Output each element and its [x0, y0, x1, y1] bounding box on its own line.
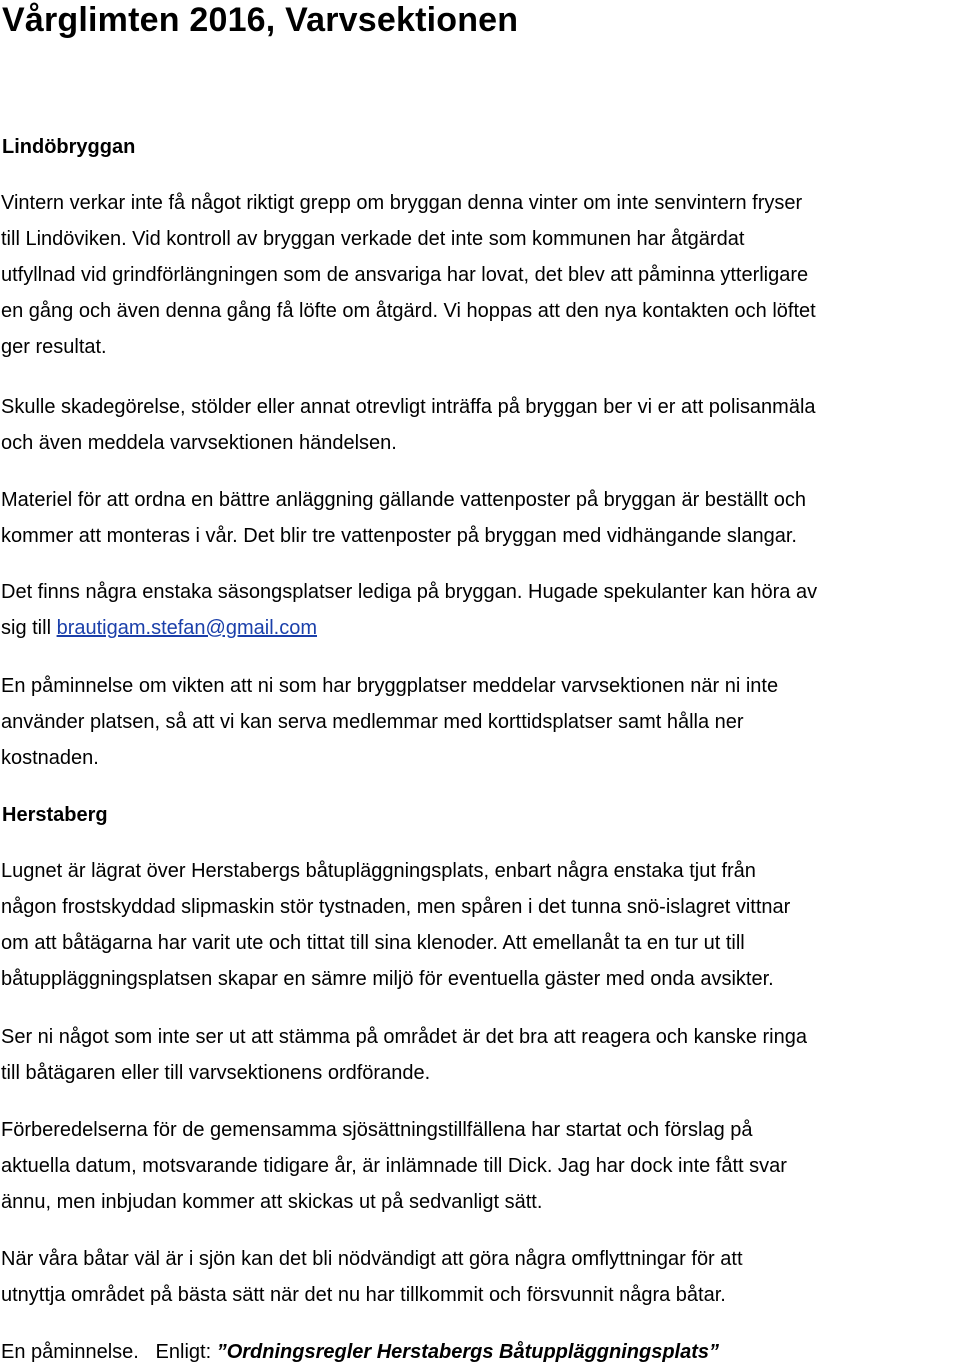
text-line: använder platsen, så att vi kan serva medlemmar med korttidsplatser samt hålla ner	[1, 711, 744, 733]
text-line: aktuella datum, motsvarande tidigare år, är inlämnade till Dick. Jag har dock inte fått svar	[1, 1155, 787, 1177]
document-title: Vårglimten 2016, Varvsektionen	[2, 1, 519, 39]
text-line: ännu, men inbjudan kommer att skickas ut på sedvanligt sätt.	[1, 1191, 543, 1213]
text-line: Lugnet är lägrat över Herstabergs båtupläggningsplats, enbart några enstaka tjut från	[1, 860, 756, 882]
reminder-according: Enligt:	[155, 1341, 212, 1363]
text-line: Materiel för att ordna en bättre anläggning gällande vattenposter på bryggan är beställt och	[1, 489, 806, 511]
text-line: någon frostskyddad slipmaskin stör tystnaden, men spåren i det tunna snö-islagret vittnar	[1, 896, 791, 918]
text-line: en gång och även denna gång få löfte om åtgärd. Vi hoppas att den nya kontakten och löftet	[1, 300, 816, 322]
text-line: När våra båtar väl är i sjön kan det bli nödvändigt att göra några omflyttningar för att	[1, 1248, 743, 1270]
text-line: och även meddela varvsektionen händelsen.	[1, 432, 397, 454]
paragraph-herstaberg-4	[1, 1241, 959, 1313]
section-heading-lindobryggan: Lindöbryggan	[2, 136, 136, 158]
text-line: om att båtägarna har varit ute och tittat till sina klenoder. Att emellanåt ta en tur ut till	[1, 932, 745, 954]
paragraph-lindo-2	[1, 389, 959, 461]
paragraph-lindo-1	[1, 185, 959, 365]
text-line: Skulle skadegörelse, stölder eller annat otrevligt inträffa på bryggan ber vi er att polisanmäla	[1, 396, 816, 418]
text-line: Vintern verkar inte få något riktigt grepp om bryggan denna vinter om inte senvintern fryser	[1, 192, 803, 214]
regulation-reference: ”Ordningsregler Herstabergs Båtuppläggningsplats”	[216, 1341, 720, 1363]
text-line-with-link	[1, 610, 959, 646]
reminder-prefix: En påminnelse.	[1, 1341, 139, 1363]
paragraph-lindo-3	[1, 482, 959, 554]
text-line: Förberedelserna för de gemensamma sjösättningstillfällena har startat och förslag på	[1, 1119, 753, 1141]
text-line: kostnaden.	[1, 747, 99, 769]
text-line: till Lindöviken. Vid kontroll av bryggan verkade det inte som kommunen har åtgärdat	[1, 228, 745, 250]
paragraph-herstaberg-3	[1, 1112, 959, 1220]
paragraph-lindo-4	[1, 574, 959, 646]
text-line: till båtägaren eller till varvsektionens ordförande.	[1, 1062, 431, 1084]
text-line: En påminnelse om vikten att ni som har bryggplatser meddelar varvsektionen när ni inte	[1, 675, 779, 697]
reminder-line	[1, 1337, 719, 1367]
text-line: Det finns några enstaka säsongsplatser lediga på bryggan. Hugade spekulanter kan höra av	[1, 581, 818, 603]
paragraph-herstaberg-2	[1, 1019, 959, 1091]
text-line: kommer att monteras i vår. Det blir tre vattenposter på bryggan med vidhängande slangar.	[1, 525, 797, 547]
text-line: ger resultat.	[1, 336, 107, 358]
text-line: Ser ni något som inte ser ut att stämma på området är det bra att reagera och kanske ringa	[1, 1026, 807, 1048]
section-heading-herstaberg: Herstaberg	[2, 804, 108, 826]
text-line: utnyttja området på bästa sätt när det nu har tillkommit och försvunnit några båtar.	[1, 1284, 726, 1306]
text-line: utfyllnad vid grindförlängningen som de ansvariga har lovat, det blev att påminna ytterligare	[1, 264, 809, 286]
paragraph-herstaberg-1	[1, 853, 959, 997]
email-link[interactable]: brautigam.stefan@gmail.com	[56, 617, 317, 639]
text-line: båtuppläggningsplatsen skapar en sämre miljö för eventuella gäster med onda avsikter.	[1, 968, 774, 990]
paragraph-lindo-5	[1, 668, 959, 776]
link-prefix: sig till	[1, 617, 57, 639]
